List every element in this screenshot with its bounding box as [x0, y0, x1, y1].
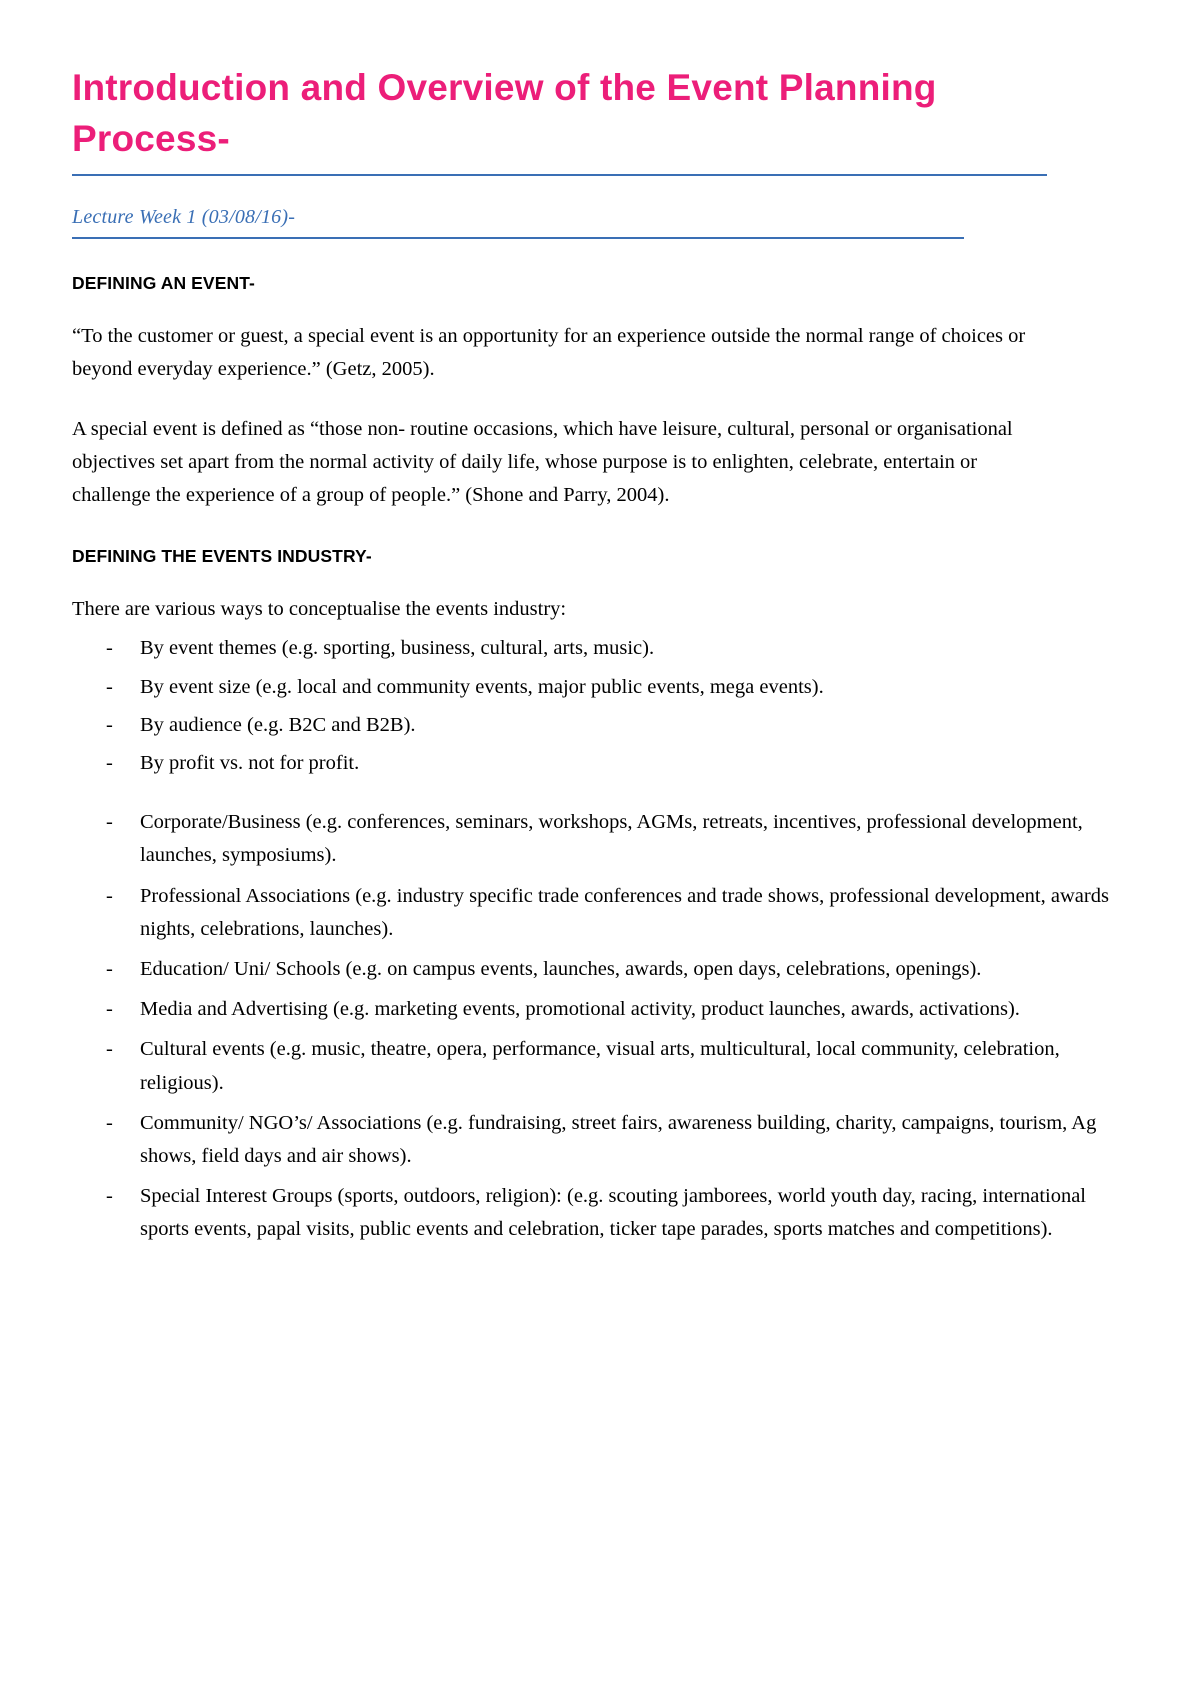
paragraph-shone-parry-quote: A special event is defined as “those non- routine occasions, which have leisure, cultural, personal or organisational objectives set apart from the normal activity of daily life, whose purpose is to enlighten, celebrate, entertain or challenge the experience of a group of people.” (Shone and Parry, 2004). — [72, 417, 1013, 506]
list-item — [72, 993, 1112, 1026]
list-item-label: Corporate/Business (e.g. conferences, seminars, workshops, AGMs, retreats, incentives, professional development, launches, symposiums). — [140, 811, 1083, 867]
bullet-dash: - — [106, 1111, 113, 1134]
list-item — [72, 671, 1112, 704]
bullet-dash: - — [106, 1185, 113, 1208]
list-item-label: By event size (e.g. local and community events, major public events, mega events). — [140, 675, 824, 698]
list-item-label: By profit vs. not for profit. — [140, 751, 360, 774]
list-item — [72, 1107, 1112, 1173]
list-item-label: Special Interest Groups (sports, outdoors, religion): (e.g. scouting jamborees, world youth day, racing, international sports events, papal visits, public events and celebration, ticker tape parades, sports matches and competitions). — [140, 1185, 1087, 1241]
conceptualise-list — [72, 632, 1112, 780]
title-divider — [72, 174, 1047, 176]
bullet-dash: - — [106, 1038, 113, 1061]
list-item-label: Education/ Uni/ Schools (e.g. on campus events, launches, awards, open days, celebrations, openings). — [140, 957, 982, 980]
list-item — [72, 1180, 1112, 1246]
paragraph-getz-quote: “To the customer or guest, a special event is an opportunity for an experience outside the normal range of choices or beyond everyday experience.” (Getz, 2005). — [72, 325, 1026, 381]
bullet-dash: - — [106, 675, 113, 698]
page-title — [72, 62, 972, 164]
list-item-label: Media and Advertising (e.g. marketing events, promotional activity, product launches, awards, activations). — [140, 998, 1020, 1021]
section-heading-defining-an-event: DEFINING AN EVENT- — [72, 273, 255, 294]
list-item — [72, 709, 1112, 742]
paragraph-industry-intro: There are various ways to conceptualise the events industry: — [72, 598, 567, 621]
list-item-label: Community/ NGO’s/ Associations (e.g. fundraising, street fairs, awareness building, charity, campaigns, tourism, Ag shows, field days and air shows). — [140, 1111, 1097, 1167]
bullet-dash: - — [106, 713, 113, 736]
bullet-dash: - — [106, 811, 113, 834]
list-item-label: By event themes (e.g. sporting, business, cultural, arts, music). — [140, 637, 655, 660]
industry-categories-list — [72, 806, 1112, 1246]
list-item — [72, 880, 1112, 946]
bullet-dash: - — [106, 637, 113, 660]
list-item-label: Professional Associations (e.g. industry specific trade conferences and trade shows, professional development, awards nights, celebrations, launches). — [140, 884, 1109, 940]
list-item-label: Cultural events (e.g. music, theatre, opera, performance, visual arts, multicultural, local community, celebration, religious). — [140, 1038, 1060, 1094]
bullet-dash: - — [106, 884, 113, 907]
list-item-label: By audience (e.g. B2C and B2B). — [140, 713, 416, 736]
bullet-dash: - — [106, 751, 113, 774]
list-item — [72, 1033, 1112, 1099]
section-heading-defining-events-industry: DEFINING THE EVENTS INDUSTRY- — [72, 546, 372, 567]
bullet-dash: - — [106, 998, 113, 1021]
lecture-subtitle: Lecture Week 1 (03/08/16)- — [72, 206, 296, 229]
bullet-dash: - — [106, 957, 113, 980]
list-item — [72, 632, 1112, 665]
page-title-text: Introduction and Overview of the Event Planning Process- — [72, 67, 937, 160]
list-item — [72, 953, 1112, 986]
subtitle-divider — [72, 237, 964, 239]
list-item — [72, 747, 1112, 780]
list-item — [72, 806, 1112, 872]
